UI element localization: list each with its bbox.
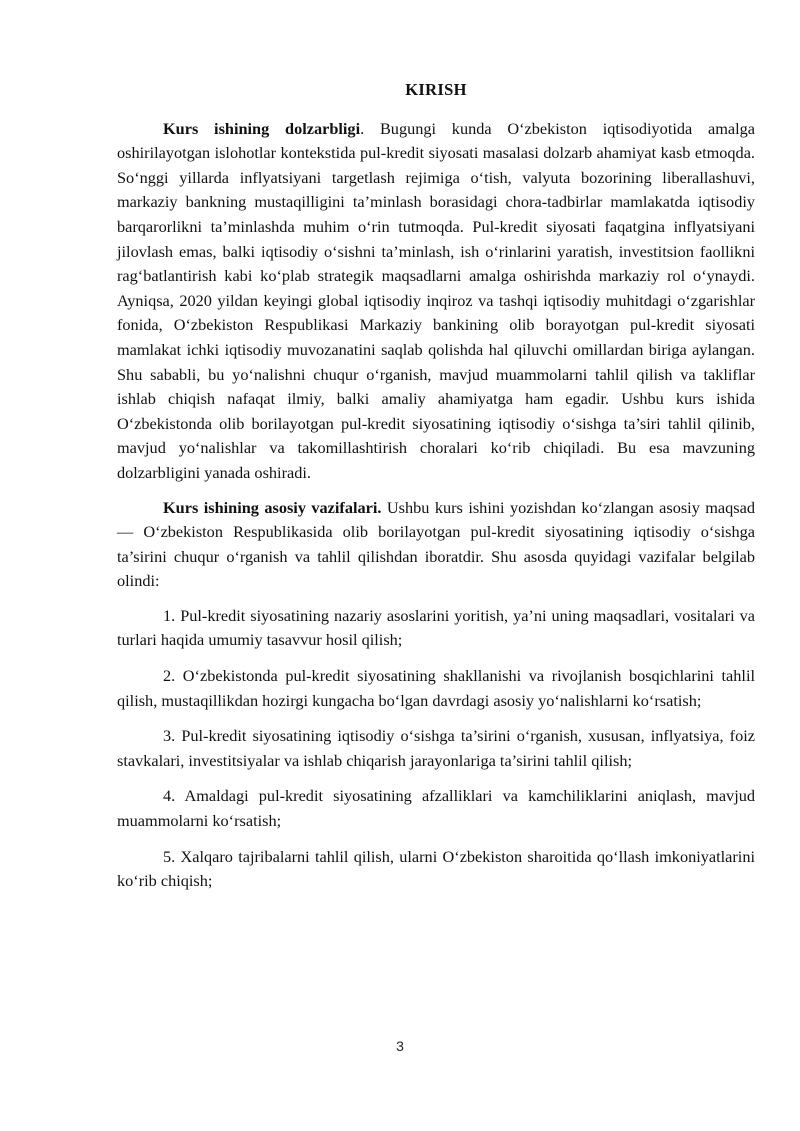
relevance-body: Bugungi kunda O‘zbekiston iqtisodiyotida amalga oshirilayotgan islohotlar kontekstida pul-kredit siyosati masalasi dolzarb ahamiyat kasb etmoqda. So‘nggi yillarda inflyatsiyani targetlash rejimiga o‘tish, valyuta bozorining liberallashuvi, markaziy bankning mustaqilligini ta’minlash borasidagi chora-tadbirlar mamlakatda iqtisodiy barqarorlikni ta’minlashda muhim o‘rin tutmoqda. Pul-kredit siyosati faqatgina inflyatsiyani jilovlash emas, balki iqtisodiy o‘sishni ta’minlash, ish o‘rinlarini yaratish, investitsion faollikni rag‘batlantirish kabi ko‘plab strategik maqsadlarni amalga oshirishda markaziy rol o‘ynaydi. Ayniqsa, 2020 yildan keyingi global iqtisodiy inqiroz va tashqi iqtisodiy muhitdagi o‘zgarishlar fonida, O‘zbekiston Respublikasi Markaziy bankining olib borayotgan pul-kredit siyosati mamlakat ichki iqtisodiy muvozanatini saqlab qolishda hal qiluvchi omillardan biriga aylangan. Shu sababli, bu yo‘nalishni chuqur o‘rganish, mavjud muammolarni tahlil qilish va takliflar ishlab chiqish nafaqat ilmiy, balki amaliy ahamiyatga ham egadir. Ushbu kurs ishida O‘zbekistonda olib borilayotgan pul-kredit siyosatining iqtisodiy o‘sishga ta’siri tahlil qilinib, mavjud yo‘nalishlar va takomillashtirish choralari ko‘rib chiqiladi. Bu esa mavzuning dolzarbligini yanada oshiradi. xyxy=(117,118,756,482)
tasks-body: Ushbu kurs ishini yozishdan ko‘zlangan asosiy maqsad — O‘zbekiston Respublikasida olib borilayotgan pul-kredit siyosatining iqtisodiy o‘sishga ta’sirini chuqur o‘rganish va tahlil qilishdan iboratdir. Shu asosda quyidagi vazifalar belgilab olindi: xyxy=(117,497,756,591)
task-item-1: 1. Pul-kredit siyosatining nazariy asoslarini yoritish, ya’ni uning maqsadlari, vositalari va turlari haqida umumiy tasavvur hosil qilish; xyxy=(117,605,755,650)
document-page xyxy=(117,70,755,905)
relevance-paragraph xyxy=(117,117,755,486)
tasks-heading: Kurs ishining asosiy vazifalari. xyxy=(163,497,382,517)
tasks-paragraph xyxy=(117,496,755,594)
page-title: KIRISH xyxy=(405,80,467,99)
page-number: 3 xyxy=(396,1038,404,1054)
task-item-2: 2. O‘zbekistonda pul-kredit siyosatining shakllanishi va rivojlanish bosqichlarini tahlil qilish, mustaqillikdan hozirgi kungacha bo‘lgan davrdagi asosiy yo‘nalishlarni ko‘rsatish; xyxy=(117,666,755,710)
task-item-3: 3. Pul-kredit siyosatining iqtisodiy o‘sishga ta’sirini o‘rganish, xususan, inflyatsiya, foiz stavkalari, investitsiyalar va ishlab chiqarish jarayonlariga ta’sirini tahlil qilish; xyxy=(117,726,755,770)
relevance-heading: Kurs ishining dolzarbligi xyxy=(163,118,361,138)
task-item-4: 4. Amaldagi pul-kredit siyosatining afzalliklari va kamchiliklarini aniqlash, mavjud muammolarni ko‘rsatish; xyxy=(117,786,755,831)
task-item-5: 5. Xalqaro tajribalarni tahlil qilish, ularni O‘zbekiston sharoitida qo‘llash imkoniyatlarini ko‘rib chiqish; xyxy=(117,846,755,891)
relevance-heading-punct: . xyxy=(360,118,365,138)
